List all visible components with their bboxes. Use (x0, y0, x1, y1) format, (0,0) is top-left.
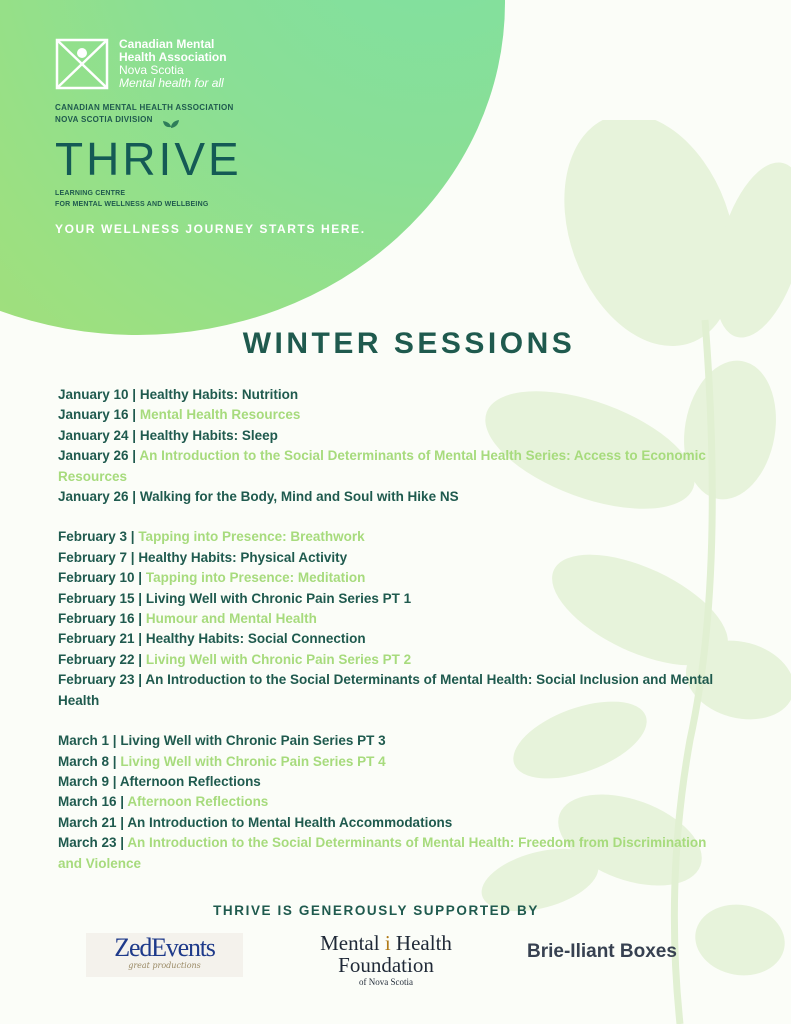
session-title: Living Well with Chronic Pain Series PT 1 (145, 590, 412, 606)
sprout-icon (161, 120, 181, 136)
session-title[interactable]: An Introduction to the Social Determinants of Mental Health: Freedom from Discrimination and Violence (58, 835, 707, 871)
session-item (58, 589, 728, 609)
session-date: February 16 | (58, 611, 146, 627)
mhf-word-mental: Mental (320, 931, 385, 955)
brie-iliant-boxes-logo: Brie-Iliant Boxes (527, 941, 677, 962)
session-item (58, 405, 728, 425)
session-item (58, 568, 728, 588)
cmha-logo (55, 38, 475, 90)
session-date: February 15 | (58, 590, 146, 606)
header (55, 38, 475, 236)
mhf-i-mark: i (384, 931, 391, 955)
mhf-region: of Nova Scotia (359, 977, 413, 987)
session-item (58, 487, 728, 507)
zedevents-name: ZedEvents (114, 933, 215, 962)
session-title: Healthy Habits: Physical Activity (138, 549, 348, 565)
session-date: March 23 | (58, 835, 128, 851)
session-date: February 22 | (58, 651, 146, 667)
session-date: March 1 | (58, 733, 121, 749)
session-title: An Introduction to the Social Determinants of Mental Health: Social Inclusion and Mental Health (58, 672, 714, 708)
session-item (58, 385, 728, 405)
session-title[interactable]: Tapping into Presence: Breathwork (138, 529, 365, 545)
session-title[interactable]: Mental Health Resources (139, 407, 301, 423)
session-date: March 8 | (58, 753, 121, 769)
session-date: February 21 | (58, 631, 146, 647)
session-item (58, 670, 728, 711)
session-item (58, 548, 728, 568)
session-item (58, 426, 728, 446)
session-title[interactable]: Living Well with Chronic Pain Series PT 2 (145, 651, 412, 667)
session-date: January 24 | (58, 427, 140, 443)
learning-centre-label (55, 188, 475, 210)
march-sessions (58, 731, 728, 874)
session-title[interactable]: An Introduction to the Social Determinants of Mental Health Series: Access to Economic Resources (58, 448, 706, 484)
session-list (58, 385, 728, 894)
mhf-name-line2: Foundation (338, 953, 434, 977)
session-date: January 10 | (58, 387, 140, 402)
session-item (58, 792, 728, 812)
session-title[interactable]: Living Well with Chronic Pain Series PT 4 (120, 753, 386, 769)
session-item (58, 446, 728, 487)
session-title: Healthy Habits: Nutrition (139, 387, 299, 402)
session-date: February 7 | (58, 549, 139, 565)
cmha-logo-icon (55, 38, 109, 90)
sponsor-heading: THRIVE IS GENEROUSLY SUPPORTED BY (213, 903, 539, 918)
session-item (58, 527, 728, 547)
january-sessions (58, 385, 728, 507)
session-date: January 26 | (58, 489, 140, 505)
learning-line1: LEARNING CENTRE (55, 190, 126, 197)
mhf-word-health: Health (390, 931, 452, 955)
zedevents-logo (86, 933, 243, 977)
division-label (55, 102, 475, 126)
thrive-wordmark-text: THRIVE (55, 133, 242, 185)
session-item (58, 609, 728, 629)
session-title[interactable]: Tapping into Presence: Meditation (145, 570, 366, 586)
cmha-name-line2: Health Association (119, 50, 227, 64)
session-title: Living Well with Chronic Pain Series PT 3 (120, 733, 386, 749)
division-line1: CANADIAN MENTAL HEALTH ASSOCIATION (55, 103, 234, 112)
thrive-wordmark (55, 133, 255, 185)
cmha-name-line1: Canadian Mental (119, 37, 215, 51)
learning-line2: FOR MENTAL WELLNESS AND WELLBEING (55, 201, 209, 208)
session-title: Healthy Habits: Social Connection (145, 631, 366, 647)
division-line2: NOVA SCOTIA DIVISION (55, 115, 153, 124)
session-date: January 16 | (58, 407, 140, 423)
session-title: Walking for the Body, Mind and Soul with Hike NS (139, 489, 459, 505)
session-item (58, 731, 728, 751)
session-item (58, 650, 728, 670)
session-date: March 21 | (58, 814, 128, 830)
zedevents-tagline: great productions (128, 961, 201, 970)
session-date: March 9 | (58, 773, 120, 789)
cmha-logo-text (119, 38, 227, 90)
session-date: February 3 | (58, 529, 139, 545)
mhf-name-line1 (296, 932, 476, 954)
session-item (58, 772, 728, 792)
cmha-tagline: Mental health for all (119, 76, 224, 90)
session-date: March 16 | (58, 794, 128, 810)
session-title: An Introduction to Mental Health Accommodations (127, 814, 453, 830)
page-title: WINTER SESSIONS (242, 327, 576, 360)
session-item (58, 752, 728, 772)
cmha-region: Nova Scotia (119, 63, 184, 77)
session-date: January 26 | (58, 448, 140, 464)
session-title: Afternoon Reflections (119, 773, 261, 789)
session-date: February 10 | (58, 570, 146, 586)
february-sessions (58, 527, 728, 711)
session-title: Healthy Habits: Sleep (139, 427, 278, 443)
session-item (58, 833, 728, 874)
session-date: February 23 | (58, 672, 146, 688)
session-item (58, 813, 728, 833)
session-title[interactable]: Humour and Mental Health (145, 611, 317, 627)
journey-slogan: YOUR WELLNESS JOURNEY STARTS HERE. (55, 222, 366, 236)
session-title[interactable]: Afternoon Reflections (127, 794, 269, 810)
mental-health-foundation-logo (296, 932, 476, 988)
session-item (58, 629, 728, 649)
